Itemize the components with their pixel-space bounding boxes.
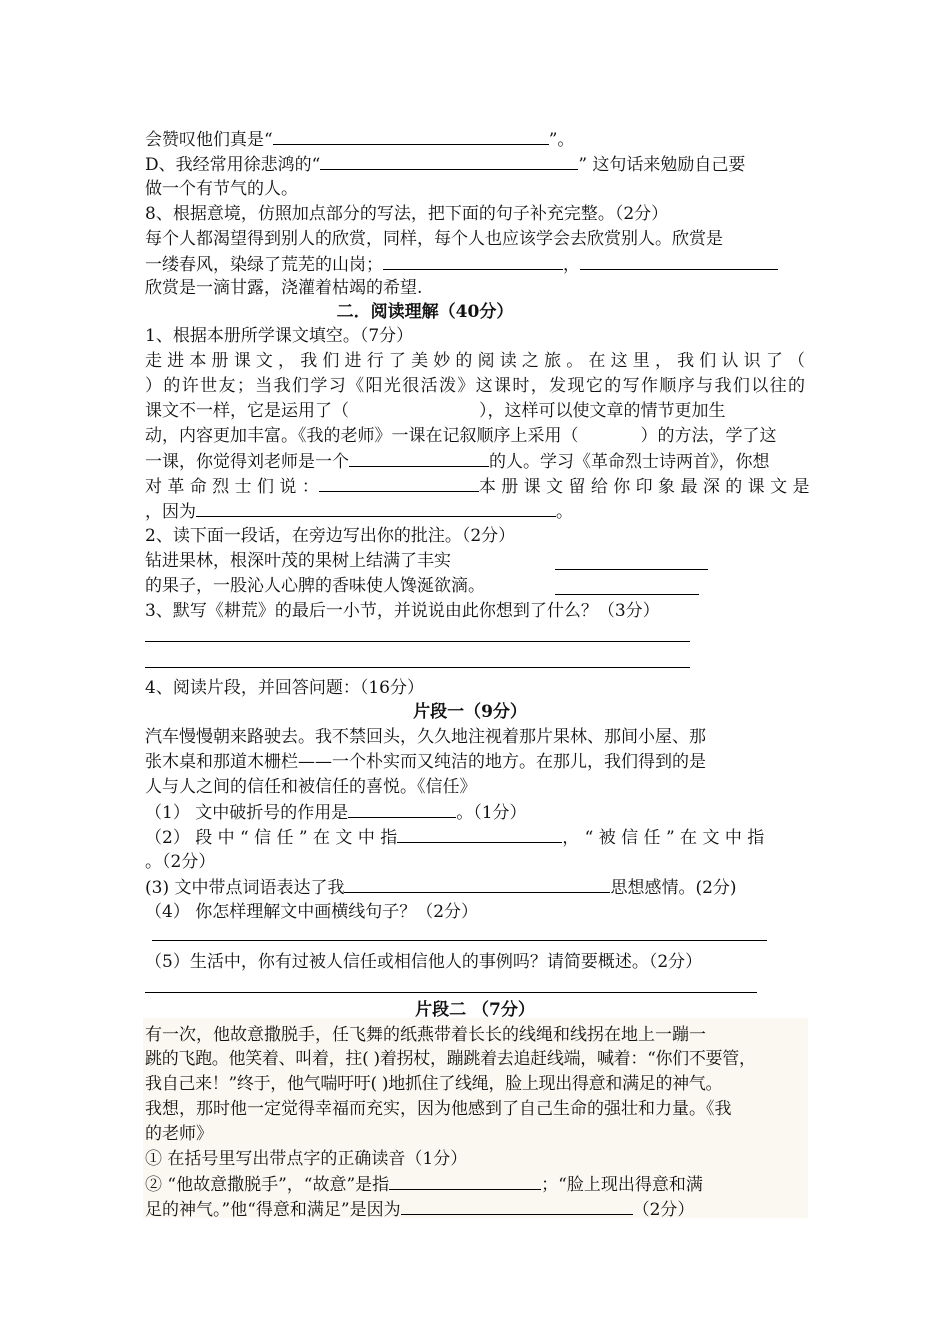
answer-blank[interactable] [319, 474, 479, 492]
answer-blank[interactable] [389, 1172, 541, 1190]
writing-line-4[interactable] [145, 992, 757, 993]
writing-line-1[interactable] [145, 641, 690, 642]
line-31: （5）生活中，你有过被人信任或相信他人的事例吗？请简要概述。（2分） [145, 952, 703, 972]
text: 动，内容更加丰富。《我的老师》一课在记叙顺序上采用（ [145, 426, 579, 446]
answer-blank[interactable] [383, 252, 563, 270]
annotation-line-1[interactable] [555, 569, 708, 570]
text: 。（1分） [456, 803, 527, 823]
line-15 [145, 474, 810, 499]
text: ），这样可以使文章的情节更加生 [479, 401, 726, 421]
answer-blank[interactable] [580, 252, 778, 270]
question-8: 8、根据意境，仿照加点部分的写法，把下面的句子补充完整。（2分） [145, 204, 669, 224]
answer-blank[interactable] [196, 499, 556, 517]
writing-line-3[interactable] [152, 940, 767, 941]
text: 课文不一样，它是运用了（ [145, 401, 349, 421]
text: ” 这句话来勉励自己要 [578, 155, 746, 175]
line-26 [145, 800, 810, 825]
text: ，因为 [145, 502, 196, 522]
answer-blank[interactable] [273, 127, 549, 145]
text: 足的神气。”他“得意和满足”是因为 [145, 1200, 401, 1220]
line-14 [145, 449, 810, 474]
line-37: 的老师》 [145, 1124, 213, 1144]
line-19: 的果子，一股沁人心脾的香味使人馋涎欲滴。 [145, 576, 485, 596]
line-05: 每个人都渴望得到别人的欣赏，同样，每个人也应该学会去欣赏别人。欣赏是 [145, 229, 723, 249]
text: 一课，你觉得刘老师是一个 [145, 452, 349, 472]
answer-blank[interactable] [401, 1197, 633, 1215]
section-two-heading: 二．阅读理解（40分） [336, 302, 514, 322]
text: 的人。学习《革命烈士诗两首》，你想 [489, 452, 770, 472]
text: (3) 文中带点词语表达了我 [145, 878, 345, 898]
line-30: （4） 你怎样理解文中画横线句子？（2分） [145, 902, 479, 922]
excerpt-one-heading: 片段一（9分） [413, 702, 527, 722]
line-01 [145, 127, 810, 152]
line-36: 我想，那时他一定觉得幸福而充实，因为他感到了自己生命的强壮和力量。《我 [145, 1099, 732, 1119]
line-06 [145, 252, 810, 277]
writing-line-2[interactable] [145, 667, 690, 668]
text: 本 册 课 文 留 给 你 印 象 最 深 的 课 文 是 [478, 477, 810, 497]
text: 会赞叹他们真是“ [145, 130, 273, 150]
text: 。 [556, 502, 573, 522]
text: ② “他故意撒脱手”，“故意”是指 [145, 1175, 390, 1195]
question-3: 3、默写《耕荒》的最后一小节，并说说由此你想到了什么？（3分） [145, 601, 660, 621]
question-4: 4、阅读片段，并回答问题：（16分） [145, 678, 424, 698]
text: （1） 文中破折号的作用是 [145, 803, 349, 823]
excerpt-two-heading: 片段二 （7分） [415, 1000, 535, 1020]
line-39 [145, 1172, 810, 1197]
line-18: 钻进果林，根深叶茂的果树上结满了丰实 [145, 551, 451, 571]
line-27 [145, 825, 810, 850]
line-28: 。（2分） [145, 852, 216, 872]
line-16 [145, 499, 810, 524]
text: ）的方法，学了这 [640, 426, 777, 446]
line-10: 走进本册课文，我们进行了美妙的阅读之旅。在这里，我们认识了（ [145, 351, 805, 371]
line-35: 我自己来！”终于，他气喘吁吁( )地抓住了线绳，脸上现出得意和满足的神气。 [145, 1074, 723, 1094]
line-12 [145, 399, 810, 423]
text: ， [563, 255, 580, 275]
text: D、我经常用徐悲鸿的“ [145, 155, 321, 175]
text: 对 革 命 烈 士 们 说 ： [145, 477, 319, 497]
line-03: 做一个有节气的人。 [145, 179, 298, 199]
line-34: 跳的飞跑。他笑着、叫着，拄( )着拐杖，蹦跳着去追赶线端，喊着：“你们不要管， [145, 1049, 756, 1069]
answer-blank[interactable] [397, 825, 562, 843]
answer-blank[interactable] [349, 449, 489, 467]
line-29 [145, 875, 810, 900]
answer-blank[interactable] [344, 875, 610, 893]
text: ；“脸上现出得意和满 [541, 1175, 703, 1195]
line-24: 张木桌和那道木栅栏——一个朴实而又纯洁的地方。在那儿，我们得到的是 [145, 752, 706, 772]
question-2: 2、读下面一段话，在旁边写出你的批注。（2分） [145, 526, 516, 546]
text: ”。 [548, 130, 575, 150]
line-11: ）的许世友；当我们学习《阳光很活泼》这课时，发现它的写作顺序与我们以往的 [145, 376, 805, 396]
line-38: ① 在括号里写出带点字的正确读音（1分） [145, 1149, 468, 1169]
answer-blank[interactable] [320, 152, 578, 170]
text: （2分） [632, 1200, 695, 1220]
question-1: 1、根据本册所学课文填空。（7分） [145, 326, 414, 346]
line-23: 汽车慢慢朝来路驶去。我不禁回头，久久地注视着那片果林、那间小屋、那 [145, 727, 706, 747]
line-07: 欣赏是一滴甘露，浇灌着枯竭的希望. [145, 278, 423, 298]
text: （2） 段 中 “ 信 任 ” 在 文 中 指 [145, 828, 398, 848]
text: 一缕春风，染绿了荒芜的山岗； [145, 255, 383, 275]
annotation-line-2[interactable] [555, 594, 699, 595]
line-25: 人与人之间的信任和被信任的喜悦。《信任》 [145, 777, 477, 797]
line-02 [145, 152, 810, 177]
line-13 [145, 424, 810, 448]
answer-blank[interactable] [348, 800, 456, 818]
text: 思想感情。(2分) [610, 878, 737, 898]
line-33: 有一次，他故意撒脱手，任飞舞的纸燕带着长长的线绳和线拐在地上一蹦一 [145, 1025, 706, 1045]
text: ， “ 被 信 任 ” 在 文 中 指 [562, 828, 765, 848]
line-40 [145, 1197, 810, 1222]
